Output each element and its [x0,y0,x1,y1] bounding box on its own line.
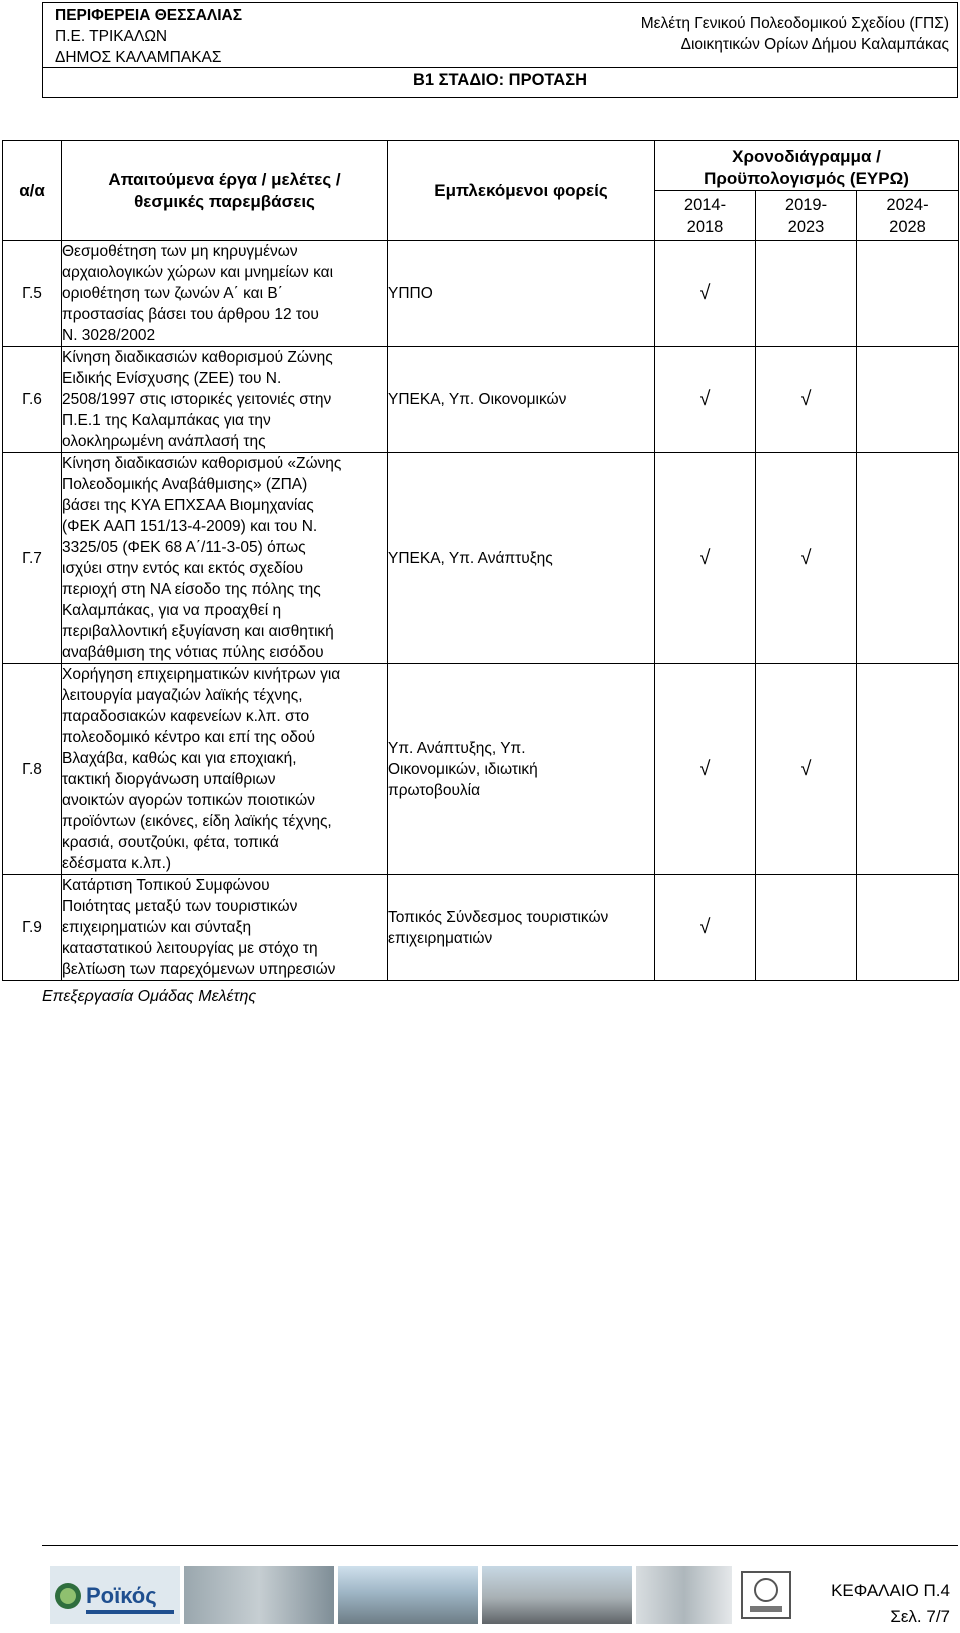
description-line: Χορήγηση επιχειρηματικών κινήτρων για [62,666,341,683]
schedule-cell-2019-2023 [756,875,857,981]
description-line: Ν. 3028/2002 [62,327,156,344]
description-line: επιχειρηματιών και σύνταξη [62,919,252,936]
table-row [3,664,959,875]
description-line: πολεοδομικό κέντρο και επί της οδού [62,729,315,746]
schedule-cell-2019-2023 [756,241,857,347]
check-mark-icon: √ [800,388,812,410]
description-line: Ποιότητας μεταξύ των τουριστικών [62,898,298,915]
row-agencies [388,664,655,875]
footer-photo-landscape [338,1566,478,1624]
table-row [3,875,959,981]
study-subtitle: Διοικητικών Ορίων Δήμου Καλαμπάκας [680,36,949,53]
row-agencies [388,875,655,981]
phase-title: Β1 ΣΤΑΔΙΟ: ΠΡΟΤΑΣΗ [412,71,588,89]
description-line: Θεσμοθέτηση των μη κηρυγμένων [62,243,298,260]
header-schedule: Χρονοδιάγραμμα / Προϋπολογισμός (ΕΥΡΩ) [655,141,959,191]
description-line: βελτίωση των παρεχόμενων υπηρεσιών [62,961,336,978]
description-line: Καλαμπάκας, για να προαχθεί η [62,602,282,619]
check-mark-icon: √ [800,546,812,569]
check-mark-icon: √ [699,916,711,938]
header-code: α/α [3,141,62,241]
description-line: κρασιά, σουτζούκι, φέτα, τοπικά [62,834,279,851]
row-code: Γ.8 [3,664,62,875]
check-mark-icon: √ [699,388,711,410]
description-line: Ειδικής Ενίσχυσης (ΖΕΕ) του Ν. [62,370,282,387]
check-mark-icon: √ [699,282,711,304]
description-line: εδέσματα κ.λπ.) [62,855,172,872]
check-mark-icon: √ [800,757,812,780]
description-line: περιοχή στη ΝΑ είσοδο της πόλης της [62,581,321,598]
row-code: Γ.7 [3,453,62,664]
row-description [62,875,388,981]
header-description: Απαιτούμενα έργα / μελέτες / θεσμικές παρεμβάσεις [62,141,388,241]
footer-photo-engineers [184,1566,334,1624]
region-name: ΠΕΡΙΦΕΡΕΙΑ ΘΕΣΣΑΛΙΑΣ [55,7,243,24]
brand-name: Ροϊκός [86,1583,157,1608]
municipality-name: ΔΗΜΟΣ ΚΑΛΑΜΠΑΚΑΣ [55,49,222,66]
description-line: (ΦΕΚ ΑΑΠ 151/13-4-2009) και του Ν. [62,518,318,535]
row-code: Γ.6 [3,347,62,453]
agency-line: επιχειρηματιών [388,929,493,947]
footer-divider [42,1545,958,1546]
table-row [3,347,959,453]
description-line: Π.Ε.1 της Καλαμπάκας για την [62,412,271,429]
agency-line: ΥΠΕΚΑ, Υπ. Οικονομικών [388,391,567,408]
description-line: Κίνηση διαδικασιών καθορισμού Ζώνης [62,349,333,366]
agency-line: ΥΠΠΟ [388,285,433,302]
schedule-cell-2024-2028 [857,347,959,453]
check-mark-icon: √ [699,546,711,569]
row-description [62,241,388,347]
description-line: αναβάθμιση της νότιας πύλης εισόδου [62,644,324,661]
schedule-cell-2024-2028 [857,875,959,981]
schedule-cell-2014-2018 [655,453,756,664]
document-header [42,2,958,98]
schedule-cell-2019-2023 [756,453,857,664]
row-code: Γ.5 [3,241,62,347]
schedule-cell-2024-2028 [857,664,959,875]
description-line: τακτική διοργάνωση υπαίθριων [62,771,276,788]
row-description [62,453,388,664]
description-line: 3325/05 (ΦΕΚ 68 Α΄/11-3-05) όπως [62,539,306,556]
schedule-cell-2014-2018 [655,664,756,875]
schedule-cell-2019-2023 [756,664,857,875]
organization-block [55,5,242,68]
table-row [3,453,959,664]
description-line: οριοθέτηση των ζωνών Α΄ και Β΄ [62,285,283,302]
footer-page-info [831,1578,950,1630]
description-line: ανοικτών αγορών τοπικών ποιοτικών [62,792,315,809]
actions-table [2,140,959,981]
schedule-cell-2014-2018 [655,875,756,981]
chapter-label: ΚΕΦΑΛΑΙΟ Π.4 [831,1581,950,1600]
description-line: ολοκληρωμένη ανάπλασή της [62,433,266,450]
schedule-cell-2019-2023 [756,347,857,453]
agency-line: Οικονομικών, ιδιωτική [388,760,538,778]
agency-line: Τοπικός Σύνδεσμος τουριστικών [388,908,609,926]
table-source-note: Επεξεργασία Ομάδας Μελέτης [42,988,257,1005]
description-line: βάσει της ΚΥΑ ΕΠΧΣΑΑ Βιομηχανίας [62,497,314,514]
description-line: 2508/1997 στις ιστορικές γειτονιές στην [62,391,332,408]
description-line: προστασίας βάσει του άρθρου 12 του [62,306,319,323]
description-line: Κίνηση διαδικασιών καθορισμού «Ζώνης [62,455,342,472]
footer-photo-highway [482,1566,632,1624]
study-title: Μελέτη Γενικού Πολεοδομικού Σχεδίου (ΓΠΣ) [640,15,949,32]
page-number: Σελ. 7/7 [890,1607,950,1626]
row-description [62,664,388,875]
footer-photo-building [636,1566,732,1624]
study-title-block [641,13,949,55]
roikos-logo [50,1566,180,1624]
header-divider [43,67,957,68]
row-code: Γ.9 [3,875,62,981]
description-line: περιβαλλοντική εξυγίανση και αισθητική [62,623,334,640]
header-year-2024-2028: 2024- 2028 [857,191,959,241]
description-line: λειτουργία μαγαζιών λαϊκής τέχνης, [62,687,303,704]
footer-logo-band [50,1566,822,1624]
regional-unit-name: Π.Ε. ΤΡΙΚΑΛΩΝ [55,28,168,45]
schedule-cell-2014-2018 [655,241,756,347]
row-agencies [388,347,655,453]
description-line: παραδοσιακών καφενείων κ.λπ. στο [62,708,310,725]
header-agencies: Εμπλεκόμενοι φορείς [388,141,655,241]
description-line: ισχύει στην εντός και εκτός σχεδίου [62,560,304,577]
row-agencies [388,453,655,664]
schedule-cell-2024-2028 [857,453,959,664]
check-mark-icon: √ [699,757,711,780]
description-line: καταστατικού λειτουργίας με στόχο τη [62,940,318,957]
schedule-cell-2024-2028 [857,241,959,347]
header-year-2019-2023: 2019- 2023 [756,191,857,241]
schedule-cell-2014-2018 [655,347,756,453]
agency-line: ΥΠΕΚΑ, Υπ. Ανάπτυξης [388,549,553,567]
row-agencies [388,241,655,347]
description-line: Βλαχάβα, καθώς και για εποχιακή, [62,750,297,767]
table-row [3,241,959,347]
agency-line: Υπ. Ανάπτυξης, Υπ. [388,739,526,757]
row-description [62,347,388,453]
description-line: Πολεοδομικής Αναβάθμισης» (ΖΠΑ) [62,476,308,493]
description-line: Κατάρτιση Τοπικού Συμφώνου [62,877,270,894]
description-line: αρχαιολογικών χώρων και μνημείων και [62,264,334,281]
header-year-2014-2018: 2014- 2018 [655,191,756,241]
certification-seal-icon [740,1566,792,1624]
description-line: προϊόντων (εικόνες, είδη λαϊκής τέχνης, [62,813,332,830]
agency-line: πρωτοβουλία [388,781,481,799]
